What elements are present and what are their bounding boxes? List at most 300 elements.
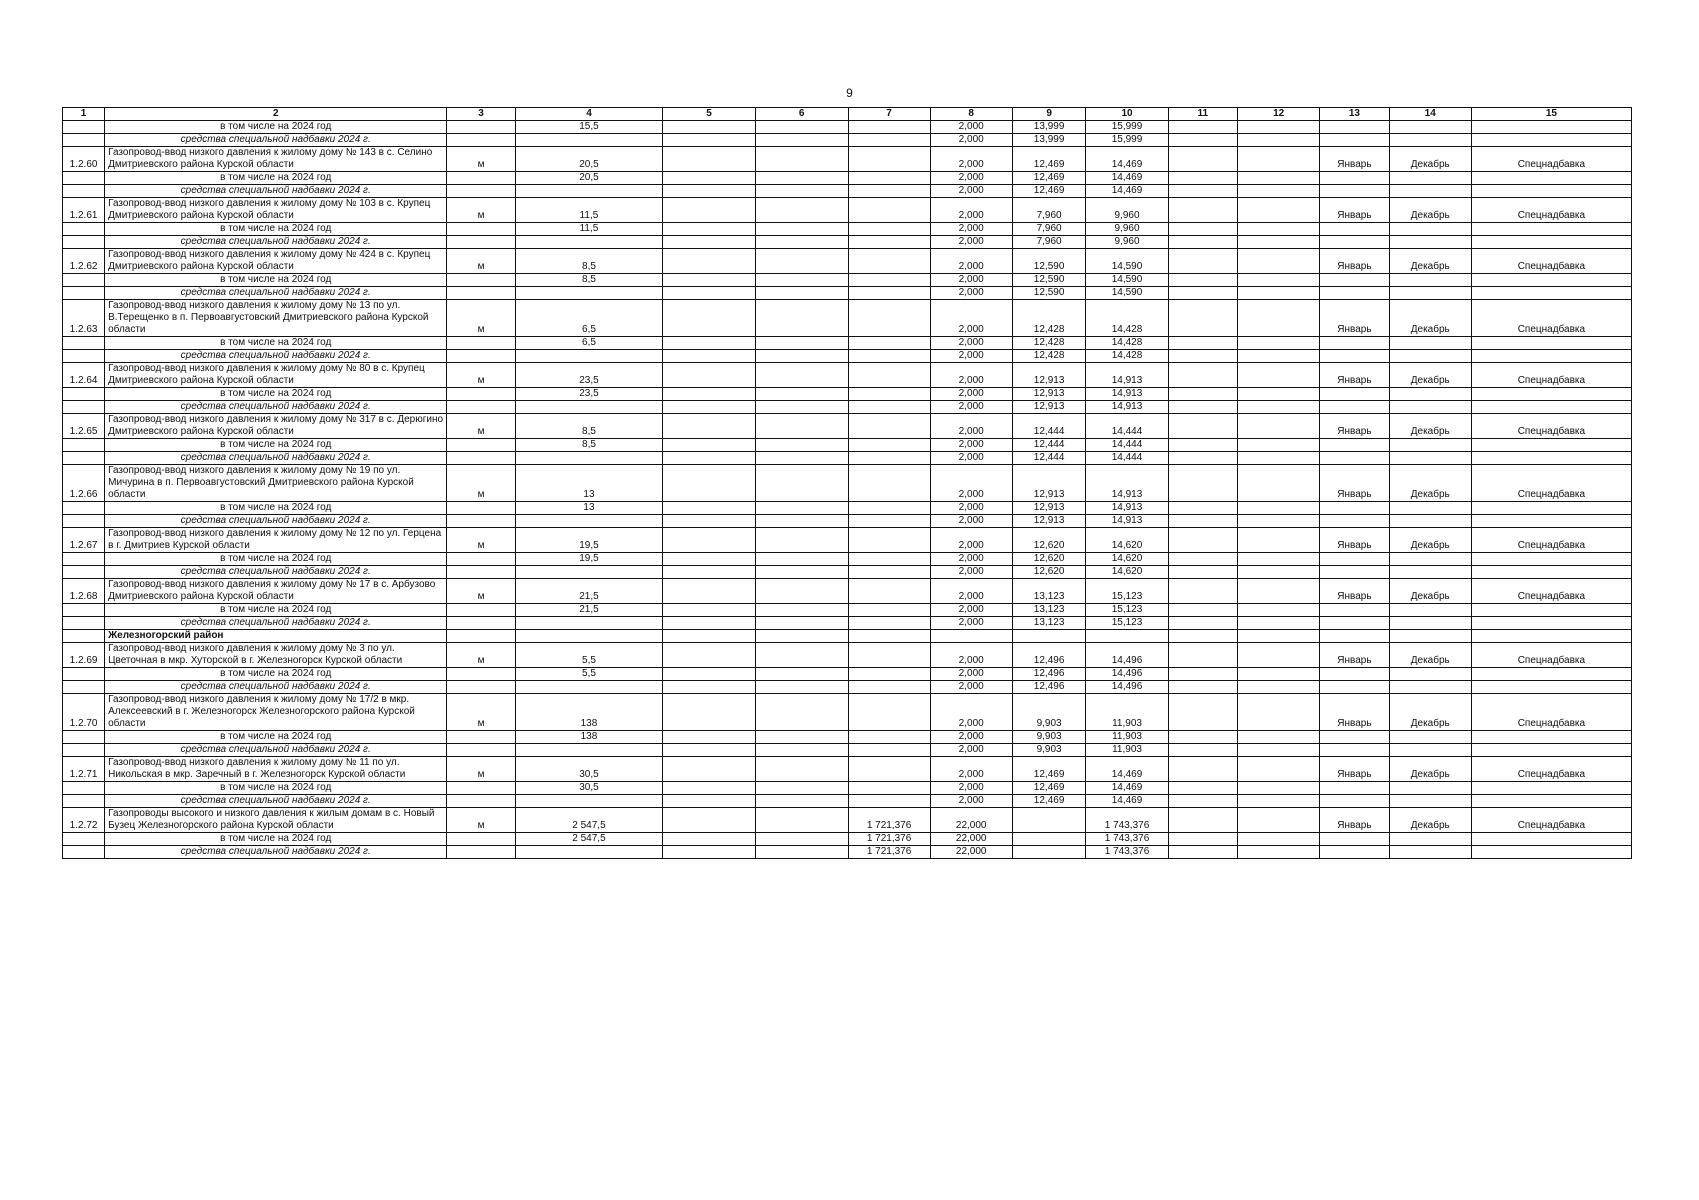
budget-table	[62, 107, 1632, 859]
cell-c10: 14,469	[1086, 147, 1168, 172]
cell-c8: 2,000	[930, 604, 1012, 617]
row-label: в том числе на 2024 год	[105, 337, 447, 350]
col-header: 12	[1238, 108, 1320, 121]
table-row	[63, 833, 1632, 846]
cell-start-month: Январь	[1320, 694, 1389, 731]
row-label: средства специальной надбавки 2024 г.	[105, 185, 447, 198]
table-row	[63, 337, 1632, 350]
col-header: 3	[447, 108, 515, 121]
row-label: в том числе на 2024 год	[105, 731, 447, 744]
cell-c8: 2,000	[930, 681, 1012, 694]
cell-c7	[848, 185, 930, 198]
cell-c7	[848, 515, 930, 528]
cell-c9: 12,469	[1012, 782, 1086, 795]
cell-c7	[848, 604, 930, 617]
cell-c7: 1 721,376	[848, 808, 930, 833]
row-label: средства специальной надбавки 2024 г.	[105, 236, 447, 249]
cell-qty: 13	[515, 502, 662, 515]
cell-c8: 2,000	[930, 694, 1012, 731]
table-row	[63, 795, 1632, 808]
cell-c10: 14,913	[1086, 502, 1168, 515]
cell-qty: 30,5	[515, 782, 662, 795]
cell-c7	[848, 300, 930, 337]
cell-end-month: Декабрь	[1389, 528, 1471, 553]
cell-c7	[848, 401, 930, 414]
cell-c9: 13,999	[1012, 134, 1086, 147]
cell-qty: 138	[515, 694, 662, 731]
cell-qty: 138	[515, 731, 662, 744]
cell-c9: 12,590	[1012, 249, 1086, 274]
row-label: средства специальной надбавки 2024 г.	[105, 846, 447, 859]
table-row	[63, 681, 1632, 694]
item-number: 1.2.60	[63, 147, 105, 172]
row-label: в том числе на 2024 год	[105, 553, 447, 566]
cell-c10: 14,469	[1086, 795, 1168, 808]
cell-start-month: Январь	[1320, 757, 1389, 782]
cell-c10: 9,960	[1086, 236, 1168, 249]
table-row	[63, 452, 1632, 465]
cell-c9: 12,590	[1012, 274, 1086, 287]
table-row	[63, 808, 1632, 833]
cell-c10: 14,428	[1086, 337, 1168, 350]
cell-c8: 2,000	[930, 274, 1012, 287]
table-row	[63, 121, 1632, 134]
table-row	[63, 617, 1632, 630]
cell-c9: 12,496	[1012, 681, 1086, 694]
cell-c9: 13,123	[1012, 604, 1086, 617]
cell-c8: 2,000	[930, 515, 1012, 528]
cell-qty: 21,5	[515, 604, 662, 617]
item-number: 1.2.62	[63, 249, 105, 274]
cell-c8: 2,000	[930, 134, 1012, 147]
cell-c9: 12,913	[1012, 401, 1086, 414]
cell-c8: 2,000	[930, 795, 1012, 808]
cell-c9: 13,123	[1012, 579, 1086, 604]
col-header: 4	[515, 108, 662, 121]
cell-c8: 2,000	[930, 223, 1012, 236]
cell-c10: 14,444	[1086, 414, 1168, 439]
col-header: 11	[1168, 108, 1237, 121]
cell-unit: м	[447, 147, 515, 172]
cell-c10: 9,960	[1086, 223, 1168, 236]
item-name: Газопровод-ввод низкого давления к жилому дому № 80 в с. Крупец Дмитриевского района Курской области	[105, 363, 447, 388]
cell-c9: 12,428	[1012, 337, 1086, 350]
cell-c9: 12,444	[1012, 414, 1086, 439]
cell-c8: 22,000	[930, 808, 1012, 833]
cell-c10: 9,960	[1086, 198, 1168, 223]
cell-qty: 2 547,5	[515, 833, 662, 846]
table-row	[63, 414, 1632, 439]
region-row	[63, 630, 1632, 643]
cell-c10: 14,469	[1086, 782, 1168, 795]
cell-c10: 14,469	[1086, 185, 1168, 198]
cell-end-month: Декабрь	[1389, 465, 1471, 502]
row-label: в том числе на 2024 год	[105, 388, 447, 401]
table-row	[63, 134, 1632, 147]
cell-c10: 14,620	[1086, 528, 1168, 553]
col-header: 1	[63, 108, 105, 121]
cell-c10: 14,913	[1086, 363, 1168, 388]
cell-c7	[848, 388, 930, 401]
cell-unit: м	[447, 300, 515, 337]
cell-c8: 22,000	[930, 833, 1012, 846]
cell-c9: 12,496	[1012, 668, 1086, 681]
col-header: 7	[848, 108, 930, 121]
row-label: средства специальной надбавки 2024 г.	[105, 401, 447, 414]
row-label: средства специальной надбавки 2024 г.	[105, 681, 447, 694]
cell-c8: 2,000	[930, 452, 1012, 465]
cell-c9: 7,960	[1012, 236, 1086, 249]
item-name: Газопровод-ввод низкого давления к жилому дому № 11 по ул. Никольская в мкр. Заречный в г. Железногорск Курской области	[105, 757, 447, 782]
cell-c7	[848, 134, 930, 147]
item-number: 1.2.65	[63, 414, 105, 439]
cell-c8: 2,000	[930, 337, 1012, 350]
cell-unit: м	[447, 808, 515, 833]
cell-c10: 14,469	[1086, 172, 1168, 185]
cell-c8: 2,000	[930, 414, 1012, 439]
cell-start-month: Январь	[1320, 465, 1389, 502]
cell-c8: 2,000	[930, 528, 1012, 553]
budget-table-sheet	[62, 107, 1632, 859]
cell-c9: 12,469	[1012, 795, 1086, 808]
cell-c9: 12,590	[1012, 287, 1086, 300]
table-row	[63, 363, 1632, 388]
cell-qty: 23,5	[515, 363, 662, 388]
item-number: 1.2.63	[63, 300, 105, 337]
cell-c10: 15,999	[1086, 134, 1168, 147]
cell-c8: 2,000	[930, 553, 1012, 566]
cell-c7	[848, 502, 930, 515]
cell-c10: 14,444	[1086, 452, 1168, 465]
page-number: 9	[846, 86, 853, 100]
cell-c8: 2,000	[930, 363, 1012, 388]
table-row	[63, 185, 1632, 198]
table-row	[63, 439, 1632, 452]
cell-c7: 1 721,376	[848, 846, 930, 859]
cell-end-month: Декабрь	[1389, 414, 1471, 439]
item-number: 1.2.71	[63, 757, 105, 782]
table-row	[63, 401, 1632, 414]
row-label: в том числе на 2024 год	[105, 833, 447, 846]
cell-c8: 2,000	[930, 439, 1012, 452]
cell-c10: 11,903	[1086, 744, 1168, 757]
row-label: в том числе на 2024 год	[105, 668, 447, 681]
cell-funding-source: Спецнадбавка	[1471, 414, 1631, 439]
cell-c7	[848, 350, 930, 363]
cell-c10: 11,903	[1086, 731, 1168, 744]
item-name: Газопровод-ввод низкого давления к жилому дому № 103 в с. Крупец Дмитриевского района Курской области	[105, 198, 447, 223]
cell-start-month: Январь	[1320, 363, 1389, 388]
cell-c8: 2,000	[930, 643, 1012, 668]
cell-c8: 2,000	[930, 668, 1012, 681]
cell-c7	[848, 566, 930, 579]
cell-end-month: Декабрь	[1389, 198, 1471, 223]
cell-c7: 1 721,376	[848, 833, 930, 846]
table-row	[63, 198, 1632, 223]
table-row	[63, 287, 1632, 300]
cell-c8: 2,000	[930, 249, 1012, 274]
cell-c10: 14,428	[1086, 300, 1168, 337]
cell-c10: 1 743,376	[1086, 808, 1168, 833]
table-row	[63, 147, 1632, 172]
cell-c7	[848, 731, 930, 744]
cell-c9: 12,913	[1012, 388, 1086, 401]
item-name: Газопровод-ввод низкого давления к жилому дому № 424 в с. Крупец Дмитриевского района Курской области	[105, 249, 447, 274]
cell-c10: 14,469	[1086, 757, 1168, 782]
cell-c9: 12,913	[1012, 465, 1086, 502]
cell-funding-source: Спецнадбавка	[1471, 147, 1631, 172]
cell-c8: 2,000	[930, 198, 1012, 223]
cell-c7	[848, 694, 930, 731]
table-row	[63, 502, 1632, 515]
table-row	[63, 553, 1632, 566]
cell-c9: 9,903	[1012, 731, 1086, 744]
header-row	[63, 108, 1632, 121]
row-label: в том числе на 2024 год	[105, 223, 447, 236]
cell-c10: 14,590	[1086, 274, 1168, 287]
col-header: 9	[1012, 108, 1086, 121]
cell-funding-source: Спецнадбавка	[1471, 249, 1631, 274]
cell-c9: 12,913	[1012, 515, 1086, 528]
table-row	[63, 566, 1632, 579]
table-body	[63, 121, 1632, 859]
row-label: средства специальной надбавки 2024 г.	[105, 350, 447, 363]
table-row	[63, 465, 1632, 502]
col-header: 15	[1471, 108, 1631, 121]
cell-c7	[848, 363, 930, 388]
cell-qty: 21,5	[515, 579, 662, 604]
item-number: 1.2.64	[63, 363, 105, 388]
cell-c10: 14,913	[1086, 465, 1168, 502]
item-number: 1.2.69	[63, 643, 105, 668]
cell-start-month: Январь	[1320, 249, 1389, 274]
col-header: 5	[663, 108, 756, 121]
cell-c10: 15,999	[1086, 121, 1168, 134]
cell-end-month: Декабрь	[1389, 808, 1471, 833]
table-row	[63, 528, 1632, 553]
cell-c9: 12,496	[1012, 643, 1086, 668]
table-row	[63, 782, 1632, 795]
item-name: Газопровод-ввод низкого давления к жилому дому № 143 в с. Селино Дмитриевского района Курской области	[105, 147, 447, 172]
cell-qty: 2 547,5	[515, 808, 662, 833]
cell-c9: 13,123	[1012, 617, 1086, 630]
cell-qty: 5,5	[515, 668, 662, 681]
cell-unit: м	[447, 528, 515, 553]
cell-c10: 14,590	[1086, 249, 1168, 274]
cell-c7	[848, 198, 930, 223]
item-number: 1.2.61	[63, 198, 105, 223]
cell-funding-source: Спецнадбавка	[1471, 528, 1631, 553]
cell-funding-source: Спецнадбавка	[1471, 465, 1631, 502]
cell-unit: м	[447, 363, 515, 388]
region-name: Железногорский район	[105, 630, 447, 643]
cell-end-month: Декабрь	[1389, 249, 1471, 274]
cell-c7	[848, 757, 930, 782]
cell-start-month: Январь	[1320, 643, 1389, 668]
cell-c8: 2,000	[930, 782, 1012, 795]
cell-end-month: Декабрь	[1389, 300, 1471, 337]
cell-unit: м	[447, 465, 515, 502]
cell-funding-source: Спецнадбавка	[1471, 808, 1631, 833]
cell-c7	[848, 553, 930, 566]
cell-c9: 12,913	[1012, 502, 1086, 515]
cell-c8: 2,000	[930, 401, 1012, 414]
table-row	[63, 744, 1632, 757]
cell-qty: 19,5	[515, 528, 662, 553]
cell-c10: 14,913	[1086, 401, 1168, 414]
cell-c8: 2,000	[930, 757, 1012, 782]
cell-c7	[848, 147, 930, 172]
cell-c10: 14,620	[1086, 553, 1168, 566]
cell-c8: 2,000	[930, 287, 1012, 300]
cell-c8: 2,000	[930, 350, 1012, 363]
cell-c8: 2,000	[930, 731, 1012, 744]
cell-qty: 6,5	[515, 300, 662, 337]
cell-end-month: Декабрь	[1389, 579, 1471, 604]
cell-qty: 13	[515, 465, 662, 502]
col-header: 13	[1320, 108, 1389, 121]
row-label: в том числе на 2024 год	[105, 604, 447, 617]
col-header: 2	[105, 108, 447, 121]
cell-unit: м	[447, 249, 515, 274]
cell-qty: 8,5	[515, 274, 662, 287]
cell-c7	[848, 528, 930, 553]
table-row	[63, 300, 1632, 337]
cell-end-month: Декабрь	[1389, 643, 1471, 668]
cell-end-month: Декабрь	[1389, 147, 1471, 172]
cell-c10: 14,913	[1086, 388, 1168, 401]
cell-c10: 11,903	[1086, 694, 1168, 731]
cell-c9: 12,469	[1012, 757, 1086, 782]
cell-c7	[848, 337, 930, 350]
cell-funding-source: Спецнадбавка	[1471, 300, 1631, 337]
cell-c10: 14,620	[1086, 566, 1168, 579]
item-name: Газопровод-ввод низкого давления к жилому дому № 19 по ул. Мичурина в п. Первоавгустовский Дмитриевского района Курской области	[105, 465, 447, 502]
cell-c9: 7,960	[1012, 223, 1086, 236]
row-label: средства специальной надбавки 2024 г.	[105, 744, 447, 757]
cell-c8: 2,000	[930, 388, 1012, 401]
cell-c9: 12,620	[1012, 553, 1086, 566]
cell-start-month: Январь	[1320, 300, 1389, 337]
cell-c7	[848, 172, 930, 185]
table-row	[63, 757, 1632, 782]
col-header: 10	[1086, 108, 1168, 121]
cell-c8: 2,000	[930, 465, 1012, 502]
cell-c10: 14,496	[1086, 643, 1168, 668]
row-label: средства специальной надбавки 2024 г.	[105, 617, 447, 630]
cell-c7	[848, 223, 930, 236]
cell-funding-source: Спецнадбавка	[1471, 643, 1631, 668]
cell-qty: 19,5	[515, 553, 662, 566]
cell-c8: 2,000	[930, 300, 1012, 337]
cell-c9: 12,444	[1012, 439, 1086, 452]
table-row	[63, 604, 1632, 617]
table-row	[63, 668, 1632, 681]
cell-c10: 15,123	[1086, 604, 1168, 617]
cell-end-month: Декабрь	[1389, 363, 1471, 388]
cell-qty: 8,5	[515, 439, 662, 452]
cell-c9: 12,444	[1012, 452, 1086, 465]
cell-c7	[848, 414, 930, 439]
cell-c7	[848, 668, 930, 681]
cell-funding-source: Спецнадбавка	[1471, 363, 1631, 388]
cell-c9: 12,469	[1012, 172, 1086, 185]
cell-unit: м	[447, 643, 515, 668]
cell-c7	[848, 439, 930, 452]
col-header: 6	[755, 108, 848, 121]
cell-c10: 1 743,376	[1086, 846, 1168, 859]
cell-c9	[1012, 833, 1086, 846]
item-name: Газопровод-ввод низкого давления к жилому дому № 17 в с. Арбузово Дмитриевского района Курской области	[105, 579, 447, 604]
cell-c8: 2,000	[930, 185, 1012, 198]
table-row	[63, 515, 1632, 528]
row-label: в том числе на 2024 год	[105, 502, 447, 515]
cell-c9: 9,903	[1012, 744, 1086, 757]
table-row	[63, 388, 1632, 401]
cell-c7	[848, 782, 930, 795]
cell-c9	[1012, 808, 1086, 833]
col-header: 14	[1389, 108, 1471, 121]
cell-c8: 2,000	[930, 236, 1012, 249]
cell-unit: м	[447, 757, 515, 782]
cell-end-month: Декабрь	[1389, 757, 1471, 782]
item-name: Газопровод-ввод низкого давления к жилому дому № 3 по ул. Цветочная в мкр. Хуторской в г. Железногорск Курской области	[105, 643, 447, 668]
table-row	[63, 223, 1632, 236]
cell-c10: 14,590	[1086, 287, 1168, 300]
cell-c7	[848, 795, 930, 808]
cell-c9: 12,469	[1012, 147, 1086, 172]
cell-qty: 20,5	[515, 147, 662, 172]
row-label: в том числе на 2024 год	[105, 439, 447, 452]
cell-funding-source: Спецнадбавка	[1471, 579, 1631, 604]
cell-qty: 20,5	[515, 172, 662, 185]
cell-c8: 2,000	[930, 147, 1012, 172]
item-number: 1.2.68	[63, 579, 105, 604]
row-label: в том числе на 2024 год	[105, 274, 447, 287]
cell-c10: 14,428	[1086, 350, 1168, 363]
cell-c8: 2,000	[930, 172, 1012, 185]
item-name: Газопровод-ввод низкого давления к жилому дому № 17/2 в мкр. Алексеевский в г. Железногорск Железногорского района Курской области	[105, 694, 447, 731]
cell-c9: 12,428	[1012, 300, 1086, 337]
cell-c9: 12,428	[1012, 350, 1086, 363]
cell-c7	[848, 121, 930, 134]
table-row	[63, 249, 1632, 274]
cell-qty: 11,5	[515, 198, 662, 223]
cell-c9: 12,469	[1012, 185, 1086, 198]
cell-funding-source: Спецнадбавка	[1471, 694, 1631, 731]
cell-qty: 5,5	[515, 643, 662, 668]
table-row	[63, 694, 1632, 731]
cell-c8: 2,000	[930, 121, 1012, 134]
cell-unit: м	[447, 579, 515, 604]
cell-qty: 8,5	[515, 414, 662, 439]
cell-c7	[848, 465, 930, 502]
cell-funding-source: Спецнадбавка	[1471, 198, 1631, 223]
cell-c10: 14,496	[1086, 668, 1168, 681]
cell-c7	[848, 681, 930, 694]
cell-c9: 13,999	[1012, 121, 1086, 134]
cell-c9: 7,960	[1012, 198, 1086, 223]
table-row	[63, 236, 1632, 249]
cell-c8: 2,000	[930, 502, 1012, 515]
row-label: в том числе на 2024 год	[105, 172, 447, 185]
table-row	[63, 274, 1632, 287]
cell-c9: 12,620	[1012, 566, 1086, 579]
item-number: 1.2.72	[63, 808, 105, 833]
cell-c8: 2,000	[930, 617, 1012, 630]
cell-c7	[848, 274, 930, 287]
row-label: средства специальной надбавки 2024 г.	[105, 287, 447, 300]
